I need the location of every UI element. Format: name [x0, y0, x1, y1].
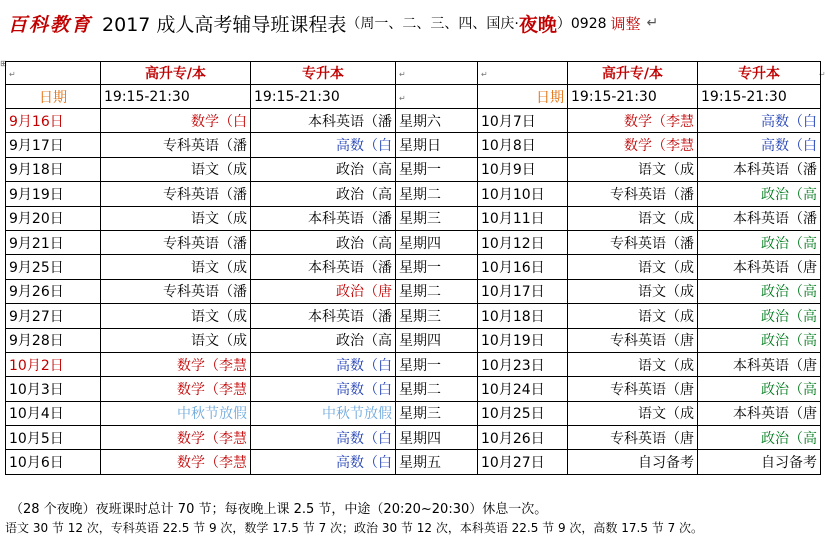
time-row [6, 85, 821, 109]
course-cell: 高数（白 [251, 133, 396, 157]
course-cell: 本科英语（唐 [698, 255, 821, 279]
date-cell: 10月12日 [478, 230, 568, 254]
date-cell: 10月9日 [478, 157, 568, 181]
course-cell: 本科英语（潘 [698, 206, 821, 230]
date-cell: 10月7日 [478, 109, 568, 133]
time-right-col1: 19:15-21:30 [568, 85, 698, 109]
date-cell: 10月23日 [478, 352, 568, 376]
course-cell: 政治（高 [251, 328, 396, 352]
course-cell: 本科英语（潘 [251, 304, 396, 328]
note-summary: （28 个夜晚）夜班课时总计 70 节；每夜晚上课 2.5 节，中途（20:20~20:30）休息一次。 [10, 502, 548, 517]
weekday-cell: 星期日 [396, 133, 478, 157]
time-right-col2: 19:15-21:30 [698, 85, 821, 109]
table-row [6, 328, 821, 352]
course-cell: 专科英语（潘 [101, 133, 251, 157]
course-cell: 本科英语（唐 [698, 401, 821, 425]
table-row [6, 206, 821, 230]
date-cell: 10月17日 [478, 279, 568, 303]
course-cell: 本科英语（潘 [251, 206, 396, 230]
title-highlight: 夜晚 [518, 13, 557, 36]
row-end-mark-icon: ↵ [819, 70, 826, 79]
weekday-cell: 星期二 [396, 182, 478, 206]
page-title [8, 6, 828, 40]
date-label-right: 日期 [478, 85, 568, 109]
table-row [6, 377, 821, 401]
date-cell: 10月10日 [478, 182, 568, 206]
course-cell: 语文（成 [101, 206, 251, 230]
header-blank-cell: ↵ [478, 62, 568, 85]
course-cell: 高数（白 [251, 352, 396, 376]
time-left-col2: 19:15-21:30 [251, 85, 396, 109]
title-code: ）0928 [556, 16, 607, 32]
title-adjust: 调整 [610, 14, 641, 33]
date-cell: 10月5日 [6, 426, 101, 450]
table-row [6, 109, 821, 133]
course-cell: 本科英语（唐 [698, 352, 821, 376]
weekday-cell: 星期四 [396, 230, 478, 254]
course-cell: 语文（成 [568, 304, 698, 328]
date-cell: 9月21日 [6, 230, 101, 254]
date-cell: 10月24日 [478, 377, 568, 401]
title-paren: （周一、二、三、四、国庆· [346, 16, 519, 32]
course-cell: 数学（李慧 [101, 377, 251, 401]
brand-logo-text: 百科教育 [8, 13, 93, 36]
weekday-cell: 星期二 [396, 377, 478, 401]
time-left-col1: 19:15-21:30 [101, 85, 251, 109]
course-cell: 语文（成 [101, 157, 251, 181]
title-main: 2017 成人高考辅导班课程表 [102, 13, 347, 36]
course-cell: 政治（高 [251, 230, 396, 254]
note-breakdown: 语文 30 节 12 次，专科英语 22.5 节 9 次，数学 17.5 节 7 次；政治 30 节 12 次，本科英语 22.5 节 9 次，高数 17.5 节 7 次。 [5, 521, 704, 535]
table-row [6, 157, 821, 181]
course-cell: 专科英语（潘 [568, 182, 698, 206]
course-cell: 自习备考 [568, 450, 698, 474]
weekday-cell: 星期三 [396, 304, 478, 328]
course-cell: 语文（成 [101, 328, 251, 352]
date-label-left: 日期 [6, 85, 101, 109]
course-cell: 自习备考 [698, 450, 821, 474]
weekday-cell: 星期一 [396, 157, 478, 181]
table-move-handle-icon[interactable]: ⊞ [0, 59, 7, 68]
weekday-cell: 星期二 [396, 279, 478, 303]
weekday-cell: 星期六 [396, 109, 478, 133]
table-row [6, 230, 821, 254]
course-cell: 数学（李慧 [101, 426, 251, 450]
table-row [6, 304, 821, 328]
header-left-col1: 高升专/本 [101, 62, 251, 85]
course-cell: 数学（李慧 [101, 450, 251, 474]
table-row [6, 182, 821, 206]
weekday-cell: 星期一 [396, 352, 478, 376]
weekday-cell: 星期三 [396, 401, 478, 425]
course-cell: 高数（白 [251, 377, 396, 401]
course-cell: 中秋节放假 [101, 401, 251, 425]
table-row [6, 133, 821, 157]
date-cell: 10月27日 [478, 450, 568, 474]
course-cell: 专科英语（潘 [568, 230, 698, 254]
course-cell: 数学（白 [101, 109, 251, 133]
course-cell: 语文（成 [568, 401, 698, 425]
course-cell: 语文（成 [568, 206, 698, 230]
date-cell: 9月20日 [6, 206, 101, 230]
table-row [6, 426, 821, 450]
course-cell: 本科英语（潘 [698, 157, 821, 181]
course-cell: 政治（高 [698, 182, 821, 206]
course-cell: 语文（成 [568, 157, 698, 181]
date-cell: 9月28日 [6, 328, 101, 352]
date-cell: 9月26日 [6, 279, 101, 303]
header-blank-cell: ↵ [6, 62, 101, 85]
course-cell: 政治（高 [698, 426, 821, 450]
time-blank-cell: ↵ [396, 85, 478, 109]
weekday-cell: 星期五 [396, 450, 478, 474]
weekday-cell: 星期四 [396, 426, 478, 450]
course-cell: 政治（高 [251, 182, 396, 206]
course-cell: 语文（成 [101, 255, 251, 279]
date-cell: 9月17日 [6, 133, 101, 157]
header-left-col2: 专升本 [251, 62, 396, 85]
course-cell: 数学（李慧 [101, 352, 251, 376]
header-right-col1: 高升专/本 [568, 62, 698, 85]
course-cell: 高数（白 [251, 450, 396, 474]
course-cell: 语文（成 [101, 304, 251, 328]
date-cell: 10月8日 [478, 133, 568, 157]
date-cell: 10月6日 [6, 450, 101, 474]
course-cell: 政治（高 [698, 304, 821, 328]
course-cell: 政治（唐 [251, 279, 396, 303]
course-cell: 高数（白 [698, 109, 821, 133]
course-cell: 语文（成 [568, 279, 698, 303]
header-row [6, 62, 821, 85]
course-cell: 高数（白 [251, 426, 396, 450]
course-cell: 专科英语（唐 [568, 426, 698, 450]
paragraph-mark-icon: ↵ [646, 15, 659, 31]
weekday-cell: 星期三 [396, 206, 478, 230]
course-cell: 本科英语（潘 [251, 255, 396, 279]
date-cell: 10月16日 [478, 255, 568, 279]
course-cell: 专科英语（潘 [101, 279, 251, 303]
table-row [6, 352, 821, 376]
table-row [6, 279, 821, 303]
table-row [6, 401, 821, 425]
date-cell: 10月4日 [6, 401, 101, 425]
course-cell: 数学（李慧 [568, 109, 698, 133]
date-cell: 10月11日 [478, 206, 568, 230]
course-cell: 本科英语（潘 [251, 109, 396, 133]
date-cell: 9月16日 [6, 109, 101, 133]
course-cell: 政治（高 [698, 279, 821, 303]
weekday-cell: 星期四 [396, 328, 478, 352]
schedule-table [5, 61, 821, 475]
date-cell: 10月2日 [6, 352, 101, 376]
course-cell: 专科英语（潘 [101, 182, 251, 206]
date-cell: 9月19日 [6, 182, 101, 206]
course-cell: 专科英语（唐 [568, 377, 698, 401]
date-cell: 10月3日 [6, 377, 101, 401]
date-cell: 10月25日 [478, 401, 568, 425]
weekday-cell: 星期一 [396, 255, 478, 279]
date-cell: 9月25日 [6, 255, 101, 279]
course-cell: 政治（高 [698, 328, 821, 352]
course-cell: 政治（高 [698, 377, 821, 401]
header-right-col2: 专升本 [698, 62, 821, 85]
course-cell: 专科英语（潘 [101, 230, 251, 254]
table-row [6, 450, 821, 474]
date-cell: 9月18日 [6, 157, 101, 181]
course-cell: 政治（高 [698, 230, 821, 254]
header-blank-cell: ↵ [396, 62, 478, 85]
date-cell: 10月18日 [478, 304, 568, 328]
date-cell: 10月26日 [478, 426, 568, 450]
course-cell: 语文（成 [568, 255, 698, 279]
table-row [6, 255, 821, 279]
date-cell: 9月27日 [6, 304, 101, 328]
date-cell: 10月19日 [478, 328, 568, 352]
course-cell: 专科英语（唐 [568, 328, 698, 352]
course-cell: 政治（高 [251, 157, 396, 181]
course-cell: 高数（白 [698, 133, 821, 157]
course-cell: 数学（李慧 [568, 133, 698, 157]
course-cell: 中秋节放假 [251, 401, 396, 425]
course-cell: 语文（成 [568, 352, 698, 376]
